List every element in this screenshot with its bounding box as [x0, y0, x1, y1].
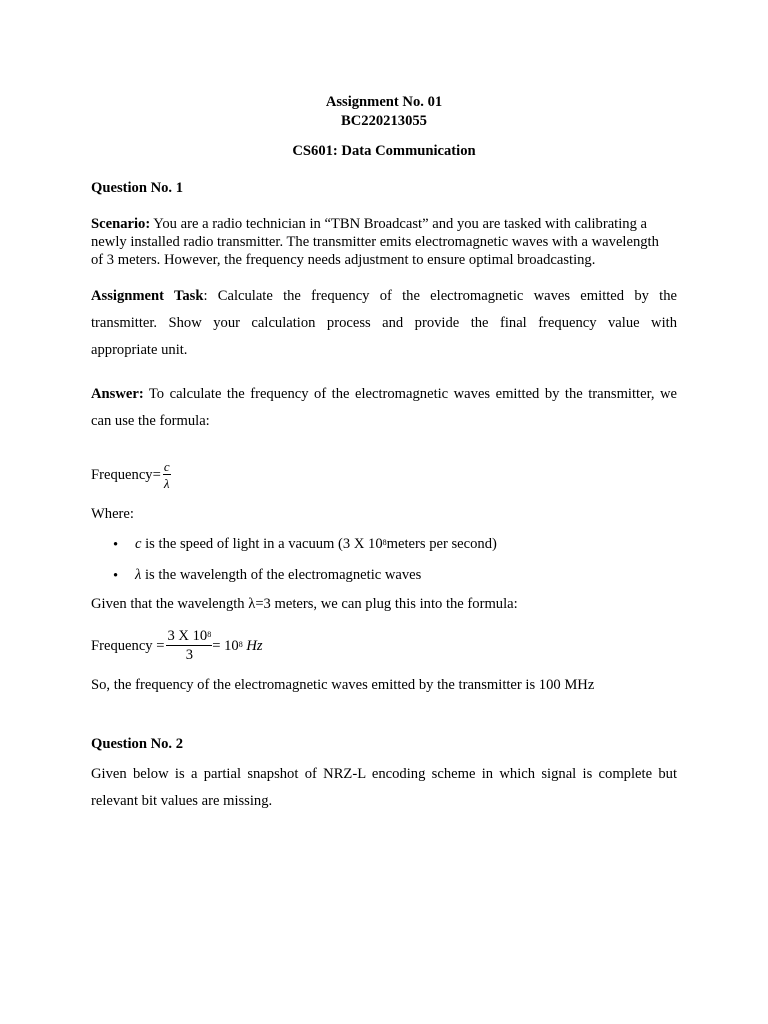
conclusion: So, the frequency of the electromagnetic waves emitted by the transmitter is 100 MHz: [91, 677, 595, 693]
given-wavelength: Given that the wavelength λ=3 meters, we can plug this into the formula:: [91, 596, 518, 612]
scenario-line-1: Scenario: You are a radio technician in “TBN Broadcast” and you are tasked with calibrating a: [91, 216, 648, 232]
frequency-calculation: [91, 626, 263, 666]
question-1-heading: Question No. 1: [91, 180, 184, 196]
scenario-line-2: newly installed radio transmitter. The transmitter emits electromagnetic waves with a wavelength: [91, 234, 659, 250]
where-label: Where:: [91, 506, 134, 522]
formula-numerator: c: [163, 459, 170, 474]
calc-label: Frequency =: [91, 637, 165, 654]
task-line-2: transmitter. Show your calculation process and provide the final frequency value with: [91, 315, 677, 331]
scenario-line-3: of 3 meters. However, the frequency needs adjustment to ensure optimal broadcasting.: [91, 252, 596, 268]
answer-line-1: Answer: To calculate the frequency of the electromagnetic waves emitted by the transmitter, we: [91, 386, 677, 402]
formula-denominator: λ: [163, 476, 170, 491]
calc-numerator: 3 X $10^8$: [167, 628, 212, 645]
q2-line-1: Given below is a partial snapshot of NRZ-L encoding scheme in which signal is complete but: [91, 766, 677, 782]
bullet-dot-1: •: [113, 537, 119, 553]
formula-fraction: [163, 460, 171, 490]
assignment-title: Assignment No. 01: [325, 94, 443, 110]
q2-line-2: relevant bit values are missing.: [91, 793, 273, 809]
bullet-dot-2: •: [113, 568, 119, 584]
calc-result: = $10^8$ Hz: [212, 637, 263, 654]
answer-line-2: can use the formula:: [91, 413, 210, 429]
course-title: CS601: Data Communication: [292, 143, 476, 159]
task-line-1: Assignment Task: Calculate the frequency of the electromagnetic waves emitted by the: [91, 288, 677, 304]
formula-label: Frequency=: [91, 466, 161, 483]
calc-fraction: [166, 629, 212, 662]
bullet-wavelength: λ is the wavelength of the electromagnetic waves: [135, 567, 422, 583]
student-id: BC220213055: [341, 113, 427, 129]
frequency-formula: [91, 457, 171, 493]
task-line-3: appropriate unit.: [91, 342, 188, 358]
calc-denominator: 3: [185, 647, 193, 663]
question-2-heading: Question No. 2: [91, 736, 184, 752]
bullet-speed-of-light: c is the speed of light in a vacuum (3 X $10^8meters$ per second): [135, 536, 497, 552]
